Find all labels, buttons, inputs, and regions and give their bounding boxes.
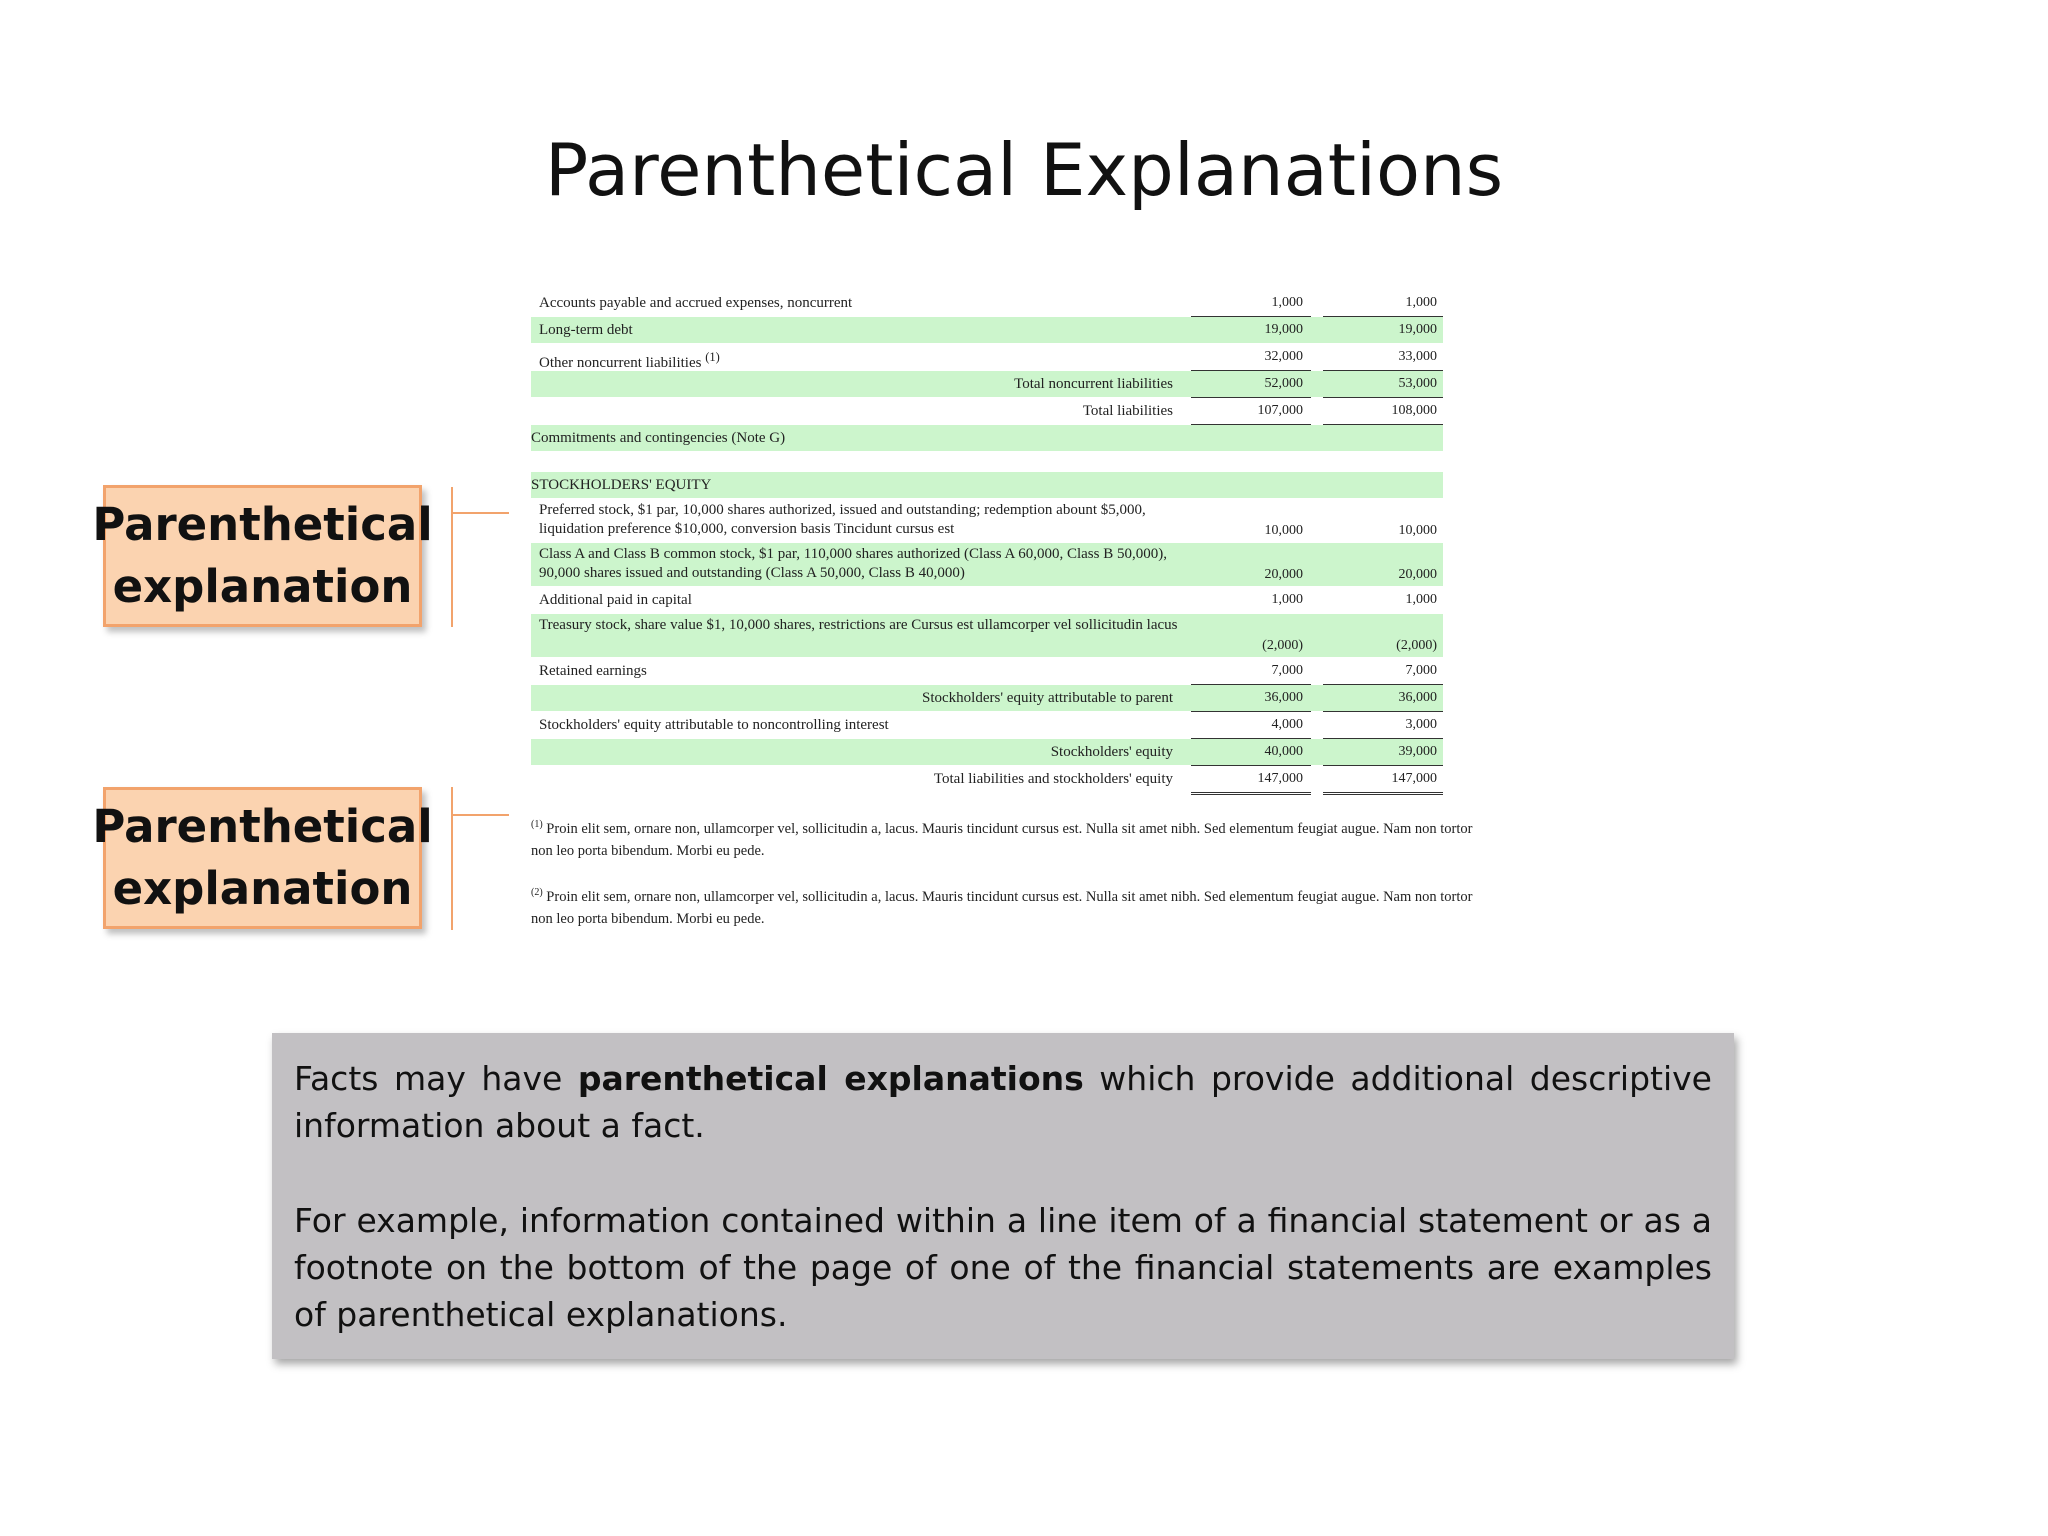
table-row (531, 766, 1443, 792)
section-heading: STOCKHOLDERS' EQUITY (531, 477, 712, 493)
callout-line-1: Parenthetical (92, 800, 433, 853)
row-label: Other noncurrent liabilities (539, 355, 702, 371)
table-row (531, 398, 1443, 424)
footnote-marker: (1) (531, 819, 543, 830)
footnote-text: Proin elit sem, ornare non, ullamcorper vel, sollicitudin a, lacus. Mauris tincidunt cursus est. Nulla sit amet nibh. Sed elementum feugiat augue. Nam non tortor non leo porta bibendum. Morbi eu pede. (531, 888, 1473, 927)
slide-title: Parenthetical Explanations (544, 128, 1504, 213)
description-box (272, 1033, 1734, 1359)
value-col-2: 3,000 (1323, 712, 1443, 739)
value-col-1: 40,000 (1191, 739, 1311, 766)
parenthetical-callout-2 (92, 787, 433, 929)
footnote-2 (531, 882, 1486, 930)
callout-line-2: explanation (112, 560, 413, 613)
value-col-2: 1,000 (1405, 592, 1437, 607)
row-label: Class A and Class B common stock, $1 par, 110,000 shares authorized (Class A 60,000, Class B 50,000), 90,000 shares issued and outstanding (Class A 50,000, Class B 40,000) (539, 546, 1167, 581)
value-col-2: 10,000 (1398, 523, 1437, 538)
value-col-2: 36,000 (1323, 685, 1443, 712)
footnote-marker: (2) (531, 887, 543, 898)
table-row (531, 614, 1443, 657)
table-row (531, 658, 1443, 684)
value-col-1: 10,000 (1264, 523, 1303, 538)
footnote-1 (531, 814, 1486, 862)
value-col-2: 33,000 (1323, 344, 1443, 371)
footnote-marker: (1) (705, 350, 720, 364)
footnote-text: Proin elit sem, ornare non, ullamcorper vel, sollicitudin a, lacus. Mauris tincidunt cursus est. Nulla sit amet nibh. Sed elementum feugiat augue. Nam non tortor non leo porta bibendum. Morbi eu pede. (531, 820, 1473, 859)
table-row (531, 290, 1443, 316)
table-row (531, 685, 1443, 711)
emphasis-text: parenthetical explanations (577, 1059, 1084, 1098)
table-row (531, 543, 1443, 586)
row-label: Stockholders' equity attributable to parent (922, 690, 1173, 706)
table-row (531, 344, 1443, 370)
value-col-1: 1,000 (1191, 290, 1311, 317)
callout-bracket-2 (451, 787, 511, 930)
value-col-1: 36,000 (1191, 685, 1311, 712)
value-col-2: 20,000 (1398, 567, 1437, 582)
table-row (531, 712, 1443, 738)
row-label: Total liabilities (1082, 403, 1173, 419)
value-col-2: 147,000 (1323, 766, 1443, 795)
value-col-2: 7,000 (1323, 658, 1443, 685)
description-paragraph-2: For example, information contained within a line item of a financial statement or as a footnote on the bottom of the page of one of the financial statements are examples of parenthetical explanations. (294, 1201, 1712, 1334)
table-row (531, 739, 1443, 765)
table-row (531, 499, 1443, 542)
value-col-1: 52,000 (1191, 371, 1311, 398)
table-row (531, 425, 1443, 451)
row-label: Long-term debt (539, 322, 633, 338)
value-col-2: 108,000 (1323, 398, 1443, 425)
table-row (531, 371, 1443, 397)
value-col-1: 20,000 (1264, 567, 1303, 582)
row-label: Stockholders' equity attributable to noncontrolling interest (539, 717, 889, 733)
callout-bracket-1 (451, 487, 511, 627)
value-col-2: 39,000 (1323, 739, 1443, 766)
parenthetical-callout-1 (92, 485, 433, 627)
row-label: Preferred stock, $1 par, 10,000 shares authorized, issued and outstanding; redemption abount $5,000, liquidation preference $10,000, conversion basis Tincidunt cursus est (539, 502, 1146, 537)
balance-sheet-excerpt (528, 278, 1488, 928)
row-label: Additional paid in capital (539, 592, 692, 608)
description-paragraph-1 (294, 1055, 1712, 1149)
value-col-1: 4,000 (1191, 712, 1311, 739)
value-col-1: 1,000 (1271, 592, 1303, 607)
callout-line-1: Parenthetical (92, 498, 433, 551)
row-label: Retained earnings (539, 663, 647, 679)
row-label: Total noncurrent liabilities (1014, 376, 1173, 392)
table-row (531, 472, 1443, 498)
text-segment: Facts may have (294, 1059, 578, 1098)
value-col-1: 147,000 (1191, 766, 1311, 795)
row-label: Treasury stock, share value $1, 10,000 shares, restrictions are Cursus est ullamcorper vel sollicitudin lacus (539, 617, 1178, 633)
balance-sheet-table (531, 290, 1443, 793)
table-row (531, 317, 1443, 343)
value-col-1: 7,000 (1191, 658, 1311, 685)
row-label: Total liabilities and stockholders' equity (933, 771, 1173, 787)
table-row (531, 587, 1443, 613)
row-label: Stockholders' equity (1050, 744, 1173, 760)
row-label: Accounts payable and accrued expenses, noncurrent (539, 295, 853, 311)
callout-line-2: explanation (112, 862, 413, 915)
value-col-2: 53,000 (1323, 371, 1443, 398)
value-col-2: (2,000) (1396, 638, 1437, 653)
row-label: Commitments and contingencies (Note G) (531, 430, 786, 446)
value-col-1: (2,000) (1262, 638, 1303, 653)
value-col-1: 107,000 (1191, 398, 1311, 425)
text-segment: which provide additional descriptive information about a fact. (294, 1059, 1712, 1145)
value-col-1: 32,000 (1191, 344, 1311, 371)
value-col-2: 1,000 (1323, 290, 1443, 317)
value-col-1: 19,000 (1264, 322, 1303, 337)
value-col-2: 19,000 (1398, 322, 1437, 337)
